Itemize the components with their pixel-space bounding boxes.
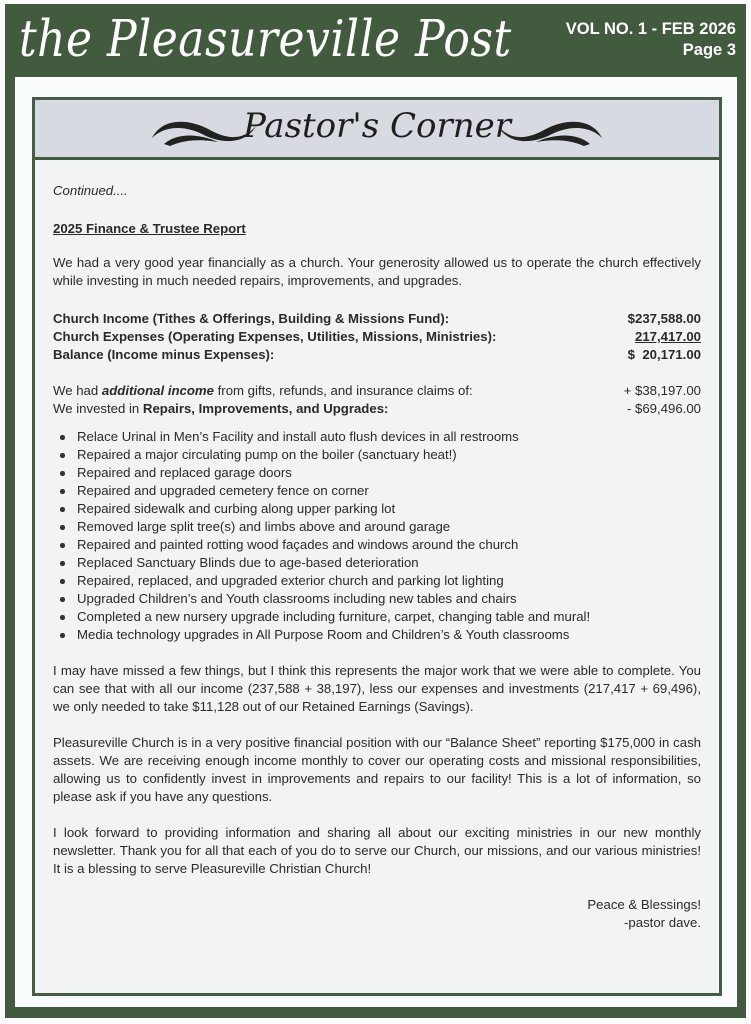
signature: -pastor dave.	[624, 915, 701, 930]
page-body	[15, 77, 737, 1007]
masthead-title: the Pleasureville Post	[19, 10, 512, 69]
summary-paragraph: I may have missed a few things, but I think this represents the major work that we were able to complete. You can see that with all our income (237,588 + 38,197), less our expenses and investments (217,417 + 69,496), we only needed to take $11,128 out of our Retained Earnings (Savings).	[53, 663, 701, 714]
invested-text: We invested in Repairs, Improvements, and Upgrades:	[53, 401, 389, 416]
closing-salutation: Peace & Blessings!	[587, 897, 701, 912]
invested-row	[53, 400, 701, 418]
additional-income-value: + $38,197.00	[623, 383, 701, 398]
closing-paragraph: I look forward to providing information and sharing all about our exciting ministries in our new monthly newsletter. Thank you for all that each of you do to serve our Church, our missions, and our various ministries! It is a blessing to serve Pleasureville Christian Church!	[53, 825, 701, 876]
list-item: Relace Urinal in Men’s Facility and install auto flush devices in all restrooms	[77, 428, 590, 446]
list-item: Replaced Sanctuary Blinds due to age-based deterioration	[77, 554, 590, 572]
volume-label: VOL NO. 1 - FEB 2026	[565, 20, 736, 38]
financial-row-income	[53, 310, 701, 328]
financial-position-paragraph: Pleasureville Church is in a very positive financial position with our “Balance Sheet” reporting $175,000 in cash assets. We are receiving enough income monthly to cover our operating costs and missional responsibilities, allowing us to confidently invest in improvements and repairs to our facility! This is a lot of information, so please ask if you have any questions.	[53, 735, 701, 804]
balance-label: Balance (Income minus Expenses):	[53, 347, 275, 362]
expenses-value: 217,417.00	[634, 329, 701, 344]
report-title: 2025 Finance & Trustee Report	[53, 221, 246, 236]
list-item: Media technology upgrades in All Purpose Room and Children’s & Youth classrooms	[77, 626, 590, 644]
balance-value: $ 20,171.00	[627, 347, 701, 362]
masthead-meta	[566, 19, 736, 61]
intro-paragraph: We had a very good year financially as a church. Your generosity allowed us to operate the church effectively while investing in much needed repairs, improvements, and upgrades.	[53, 255, 701, 288]
list-item: Repaired sidewalk and curbing along upper parking lot	[77, 500, 590, 518]
invested-value: - $69,496.00	[626, 401, 701, 416]
newsletter-frame	[5, 4, 746, 1018]
list-item: Repaired a major circulating pump on the boiler (sanctuary heat!)	[77, 446, 590, 464]
additional-income-row	[53, 382, 701, 400]
list-item: Repaired and upgraded cemetery fence on corner	[77, 482, 590, 500]
list-item: Completed a new nursery upgrade including furniture, carpet, changing table and mural!	[77, 609, 591, 624]
expenses-label: Church Expenses (Operating Expenses, Utilities, Missions, Ministries):	[53, 329, 497, 344]
list-item: Upgraded Children’s and Youth classrooms including new tables and chairs	[77, 590, 590, 608]
list-item: Removed large split tree(s) and limbs above and around garage	[77, 518, 590, 536]
page-number: Page 3	[682, 41, 736, 59]
swirl-right-icon	[496, 114, 606, 148]
income-value: $237,588.00	[627, 311, 701, 326]
section-title: Pastor's Corner	[242, 106, 512, 146]
financial-row-balance	[53, 346, 701, 364]
financial-row-expenses	[53, 328, 701, 346]
pastors-corner-box	[32, 97, 722, 996]
section-banner	[35, 100, 719, 160]
continued-label: Continued....	[53, 183, 128, 198]
list-item: Repaired and painted rotting wood façades and windows around the church	[77, 536, 590, 554]
additional-income-text: We had additional income from gifts, refunds, and insurance claims of:	[53, 383, 473, 398]
improvements-list	[53, 428, 590, 644]
list-item: Repaired and replaced garage doors	[77, 464, 590, 482]
income-label: Church Income (Tithes & Offerings, Building & Missions Fund):	[53, 311, 450, 326]
list-item: Repaired, replaced, and upgraded exterior church and parking lot lighting	[77, 572, 590, 590]
